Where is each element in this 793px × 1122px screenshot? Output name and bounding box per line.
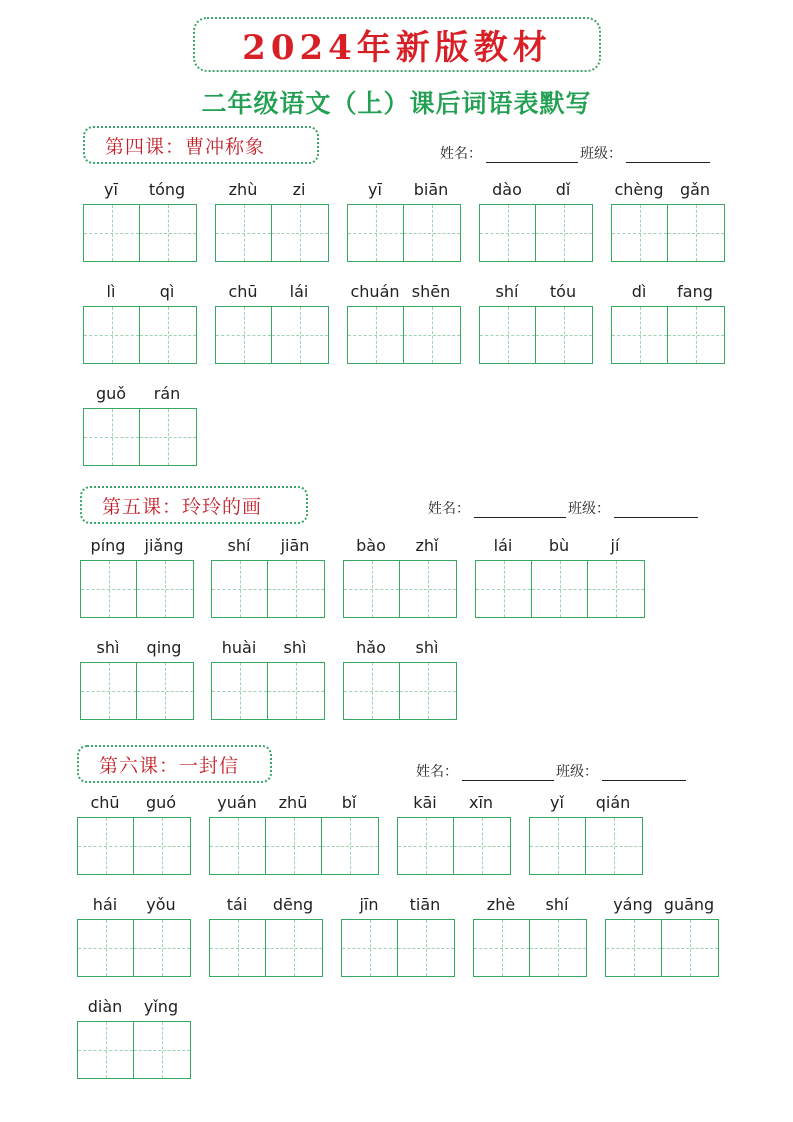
writing-cell[interactable]	[78, 1022, 134, 1078]
word-item	[211, 536, 325, 618]
writing-cell[interactable]	[140, 205, 196, 261]
writing-cell[interactable]	[454, 818, 510, 874]
writing-grid	[347, 306, 461, 364]
pinyin-row	[611, 282, 725, 306]
pinyin-row	[211, 536, 325, 560]
pinyin-row	[215, 180, 329, 204]
word-item	[341, 895, 455, 977]
writing-grid	[209, 919, 323, 977]
writing-cell[interactable]	[588, 561, 644, 617]
writing-cell[interactable]	[612, 205, 668, 261]
word-item	[475, 536, 645, 618]
writing-grid	[341, 919, 455, 977]
writing-grid	[347, 204, 461, 262]
writing-cell[interactable]	[212, 663, 268, 719]
writing-cell[interactable]	[137, 663, 193, 719]
pinyin-row	[479, 180, 593, 204]
writing-cell[interactable]	[612, 307, 668, 363]
name-class-fields	[416, 761, 688, 781]
writing-cell[interactable]	[480, 307, 536, 363]
pinyin-row	[209, 895, 323, 919]
writing-cell[interactable]	[78, 920, 134, 976]
writing-cell[interactable]	[140, 307, 196, 363]
word-item	[529, 793, 643, 875]
pinyin-row	[77, 793, 191, 817]
writing-cell[interactable]	[480, 205, 536, 261]
word-item	[83, 282, 197, 364]
writing-cell[interactable]	[344, 561, 400, 617]
writing-grid	[215, 306, 329, 364]
pinyin-row	[83, 282, 197, 306]
word-item	[479, 180, 593, 262]
writing-grid	[211, 560, 325, 618]
pinyin-row	[209, 793, 379, 817]
pinyin: lái	[289, 282, 309, 301]
pinyin: jí	[610, 536, 620, 555]
word-item	[80, 638, 194, 720]
pinyin: zhè	[486, 895, 516, 914]
pinyin: zi	[292, 180, 306, 199]
pinyin: yī	[104, 180, 118, 199]
word-item	[347, 180, 461, 262]
word-item	[215, 282, 329, 364]
lesson-title: 第六课：一封信	[77, 745, 272, 783]
class-label: 班级：	[568, 501, 610, 517]
writing-cell[interactable]	[344, 663, 400, 719]
pinyin-row	[529, 793, 643, 817]
name-class-fields	[428, 498, 700, 518]
lesson-title: 第四课：曹冲称象	[83, 126, 319, 164]
pinyin: lái	[493, 536, 513, 555]
pinyin: bào	[356, 536, 386, 555]
pinyin: tái	[226, 895, 248, 914]
writing-grid	[479, 204, 593, 262]
pinyin: zhū	[278, 793, 308, 812]
pinyin: rán	[153, 384, 181, 403]
word-item	[77, 997, 191, 1079]
word-item	[343, 536, 457, 618]
pinyin-row	[211, 638, 325, 662]
writing-cell[interactable]	[536, 205, 592, 261]
writing-cell[interactable]	[216, 205, 272, 261]
pinyin: dēng	[272, 895, 314, 914]
name-label: 姓名：	[440, 146, 482, 162]
name-line[interactable]	[462, 764, 554, 781]
name-label: 姓名：	[416, 764, 458, 780]
writing-grid	[83, 408, 197, 466]
word-item	[77, 793, 191, 875]
pinyin-row	[479, 282, 593, 306]
writing-cell[interactable]	[212, 561, 268, 617]
writing-cell[interactable]	[404, 205, 460, 261]
pinyin: jiān	[280, 536, 310, 555]
writing-cell[interactable]	[606, 920, 662, 976]
writing-cell[interactable]	[400, 561, 456, 617]
pinyin-row	[80, 638, 194, 662]
writing-cell[interactable]	[266, 920, 322, 976]
writing-cell[interactable]	[210, 920, 266, 976]
pinyin-row	[475, 536, 645, 560]
pinyin-row	[80, 536, 194, 560]
pinyin: chū	[90, 793, 120, 812]
writing-cell[interactable]	[536, 307, 592, 363]
pinyin: guǒ	[95, 384, 127, 403]
writing-cell[interactable]	[476, 561, 532, 617]
pinyin: yuán	[217, 793, 257, 812]
pinyin: chèng	[614, 180, 664, 199]
writing-cell[interactable]	[530, 920, 586, 976]
writing-cell[interactable]	[400, 663, 456, 719]
pinyin-row	[341, 895, 455, 919]
name-class-fields	[440, 143, 712, 163]
pinyin: hǎo	[356, 638, 386, 657]
pinyin-row	[397, 793, 511, 817]
writing-cell[interactable]	[134, 920, 190, 976]
pinyin-row	[83, 384, 197, 408]
writing-cell[interactable]	[81, 561, 137, 617]
pinyin: tóng	[148, 180, 186, 199]
word-item	[209, 895, 323, 977]
writing-cell[interactable]	[530, 818, 586, 874]
writing-grid	[343, 560, 457, 618]
writing-cell[interactable]	[134, 1022, 190, 1078]
writing-cell[interactable]	[348, 205, 404, 261]
name-line[interactable]	[486, 146, 578, 163]
pinyin: shì	[415, 638, 439, 657]
writing-grid	[83, 204, 197, 262]
writing-grid	[83, 306, 197, 364]
pinyin-row	[347, 282, 461, 306]
writing-cell[interactable]	[586, 818, 642, 874]
writing-cell[interactable]	[272, 307, 328, 363]
pinyin: zhù	[228, 180, 258, 199]
word-item	[479, 282, 593, 364]
pinyin-row	[343, 638, 457, 662]
writing-cell[interactable]	[216, 307, 272, 363]
writing-cell[interactable]	[398, 920, 454, 976]
writing-cell[interactable]	[84, 205, 140, 261]
pinyin: shí	[227, 536, 251, 555]
pinyin: tiān	[409, 895, 441, 914]
word-item	[80, 536, 194, 618]
writing-cell[interactable]	[134, 818, 190, 874]
pinyin: biān	[413, 180, 449, 199]
word-item	[215, 180, 329, 262]
page-subtitle: 二年级语文（上）课后词语表默写	[201, 89, 592, 118]
writing-grid	[343, 662, 457, 720]
word-item	[605, 895, 719, 977]
pinyin-row	[343, 536, 457, 560]
writing-cell[interactable]	[342, 920, 398, 976]
pinyin: fang	[677, 282, 713, 301]
pinyin: diàn	[87, 997, 123, 1016]
writing-grid	[77, 1021, 191, 1079]
writing-grid	[473, 919, 587, 977]
pinyin: zhǐ	[415, 536, 439, 555]
lesson-title: 第五课：玲玲的画	[80, 486, 308, 524]
pinyin: yǐng	[143, 997, 179, 1016]
pinyin: chū	[228, 282, 258, 301]
writing-cell[interactable]	[84, 307, 140, 363]
class-line[interactable]	[626, 146, 710, 163]
writing-cell[interactable]	[272, 205, 328, 261]
pinyin: qì	[159, 282, 175, 301]
writing-cell[interactable]	[668, 307, 724, 363]
pinyin: gǎn	[679, 180, 711, 199]
writing-grid	[529, 817, 643, 875]
writing-cell[interactable]	[78, 818, 134, 874]
pinyin-row	[611, 180, 725, 204]
pinyin: qián	[595, 793, 631, 812]
pinyin: píng	[90, 536, 126, 555]
writing-grid	[479, 306, 593, 364]
pinyin: huài	[221, 638, 257, 657]
writing-cell[interactable]	[404, 307, 460, 363]
name-line[interactable]	[474, 501, 566, 518]
writing-cell[interactable]	[84, 409, 140, 465]
writing-cell[interactable]	[668, 205, 724, 261]
word-item	[611, 282, 725, 364]
pinyin-row	[77, 895, 191, 919]
writing-cell[interactable]	[140, 409, 196, 465]
writing-grid	[80, 662, 194, 720]
pinyin: yáng	[613, 895, 653, 914]
pinyin: yǐ	[550, 793, 564, 812]
pinyin: guó	[145, 793, 177, 812]
pinyin: chuán	[350, 282, 400, 301]
writing-grid	[605, 919, 719, 977]
pinyin: jīn	[359, 895, 379, 914]
pinyin: lì	[106, 282, 116, 301]
pinyin: kāi	[413, 793, 437, 812]
writing-grid	[80, 560, 194, 618]
pinyin: tóu	[549, 282, 577, 301]
writing-cell[interactable]	[398, 818, 454, 874]
writing-cell[interactable]	[210, 818, 266, 874]
class-label: 班级：	[556, 764, 598, 780]
pinyin: shì	[283, 638, 307, 657]
pinyin: yī	[368, 180, 382, 199]
writing-cell[interactable]	[662, 920, 718, 976]
pinyin-row	[605, 895, 719, 919]
pinyin: shí	[545, 895, 569, 914]
writing-grid	[611, 306, 725, 364]
word-item	[209, 793, 379, 875]
pinyin: yǒu	[146, 895, 176, 914]
writing-cell[interactable]	[137, 561, 193, 617]
pinyin: xīn	[468, 793, 494, 812]
writing-grid	[397, 817, 511, 875]
word-item	[347, 282, 461, 364]
pinyin-row	[347, 180, 461, 204]
pinyin: jiǎng	[144, 536, 184, 555]
pinyin: guāng	[663, 895, 715, 914]
writing-grid	[475, 560, 645, 618]
writing-grid	[211, 662, 325, 720]
word-item	[397, 793, 511, 875]
pinyin: shì	[96, 638, 120, 657]
pinyin: bù	[548, 536, 570, 555]
writing-cell[interactable]	[266, 818, 322, 874]
pinyin: hái	[92, 895, 118, 914]
writing-grid	[77, 919, 191, 977]
writing-grid	[611, 204, 725, 262]
pinyin: dào	[492, 180, 522, 199]
pinyin-row	[83, 180, 197, 204]
word-item	[77, 895, 191, 977]
pinyin-row	[77, 997, 191, 1021]
word-item	[211, 638, 325, 720]
writing-cell[interactable]	[532, 561, 588, 617]
writing-grid	[77, 817, 191, 875]
pinyin: dì	[631, 282, 647, 301]
pinyin: qing	[146, 638, 182, 657]
word-item	[343, 638, 457, 720]
class-line[interactable]	[602, 764, 686, 781]
writing-cell[interactable]	[474, 920, 530, 976]
class-label: 班级：	[580, 146, 622, 162]
word-item	[83, 180, 197, 262]
word-item	[611, 180, 725, 262]
writing-cell[interactable]	[268, 561, 324, 617]
word-item	[473, 895, 587, 977]
name-label: 姓名：	[428, 501, 470, 517]
writing-cell[interactable]	[348, 307, 404, 363]
pinyin: shēn	[411, 282, 451, 301]
pinyin: shí	[495, 282, 519, 301]
pinyin-row	[473, 895, 587, 919]
banner-title: 2024年新版教材	[193, 17, 601, 72]
pinyin: dǐ	[555, 180, 571, 199]
writing-cell[interactable]	[322, 818, 378, 874]
writing-grid	[215, 204, 329, 262]
class-line[interactable]	[614, 501, 698, 518]
writing-cell[interactable]	[268, 663, 324, 719]
writing-cell[interactable]	[81, 663, 137, 719]
word-item	[83, 384, 197, 466]
writing-grid	[209, 817, 379, 875]
pinyin: bǐ	[341, 793, 357, 812]
pinyin-row	[215, 282, 329, 306]
